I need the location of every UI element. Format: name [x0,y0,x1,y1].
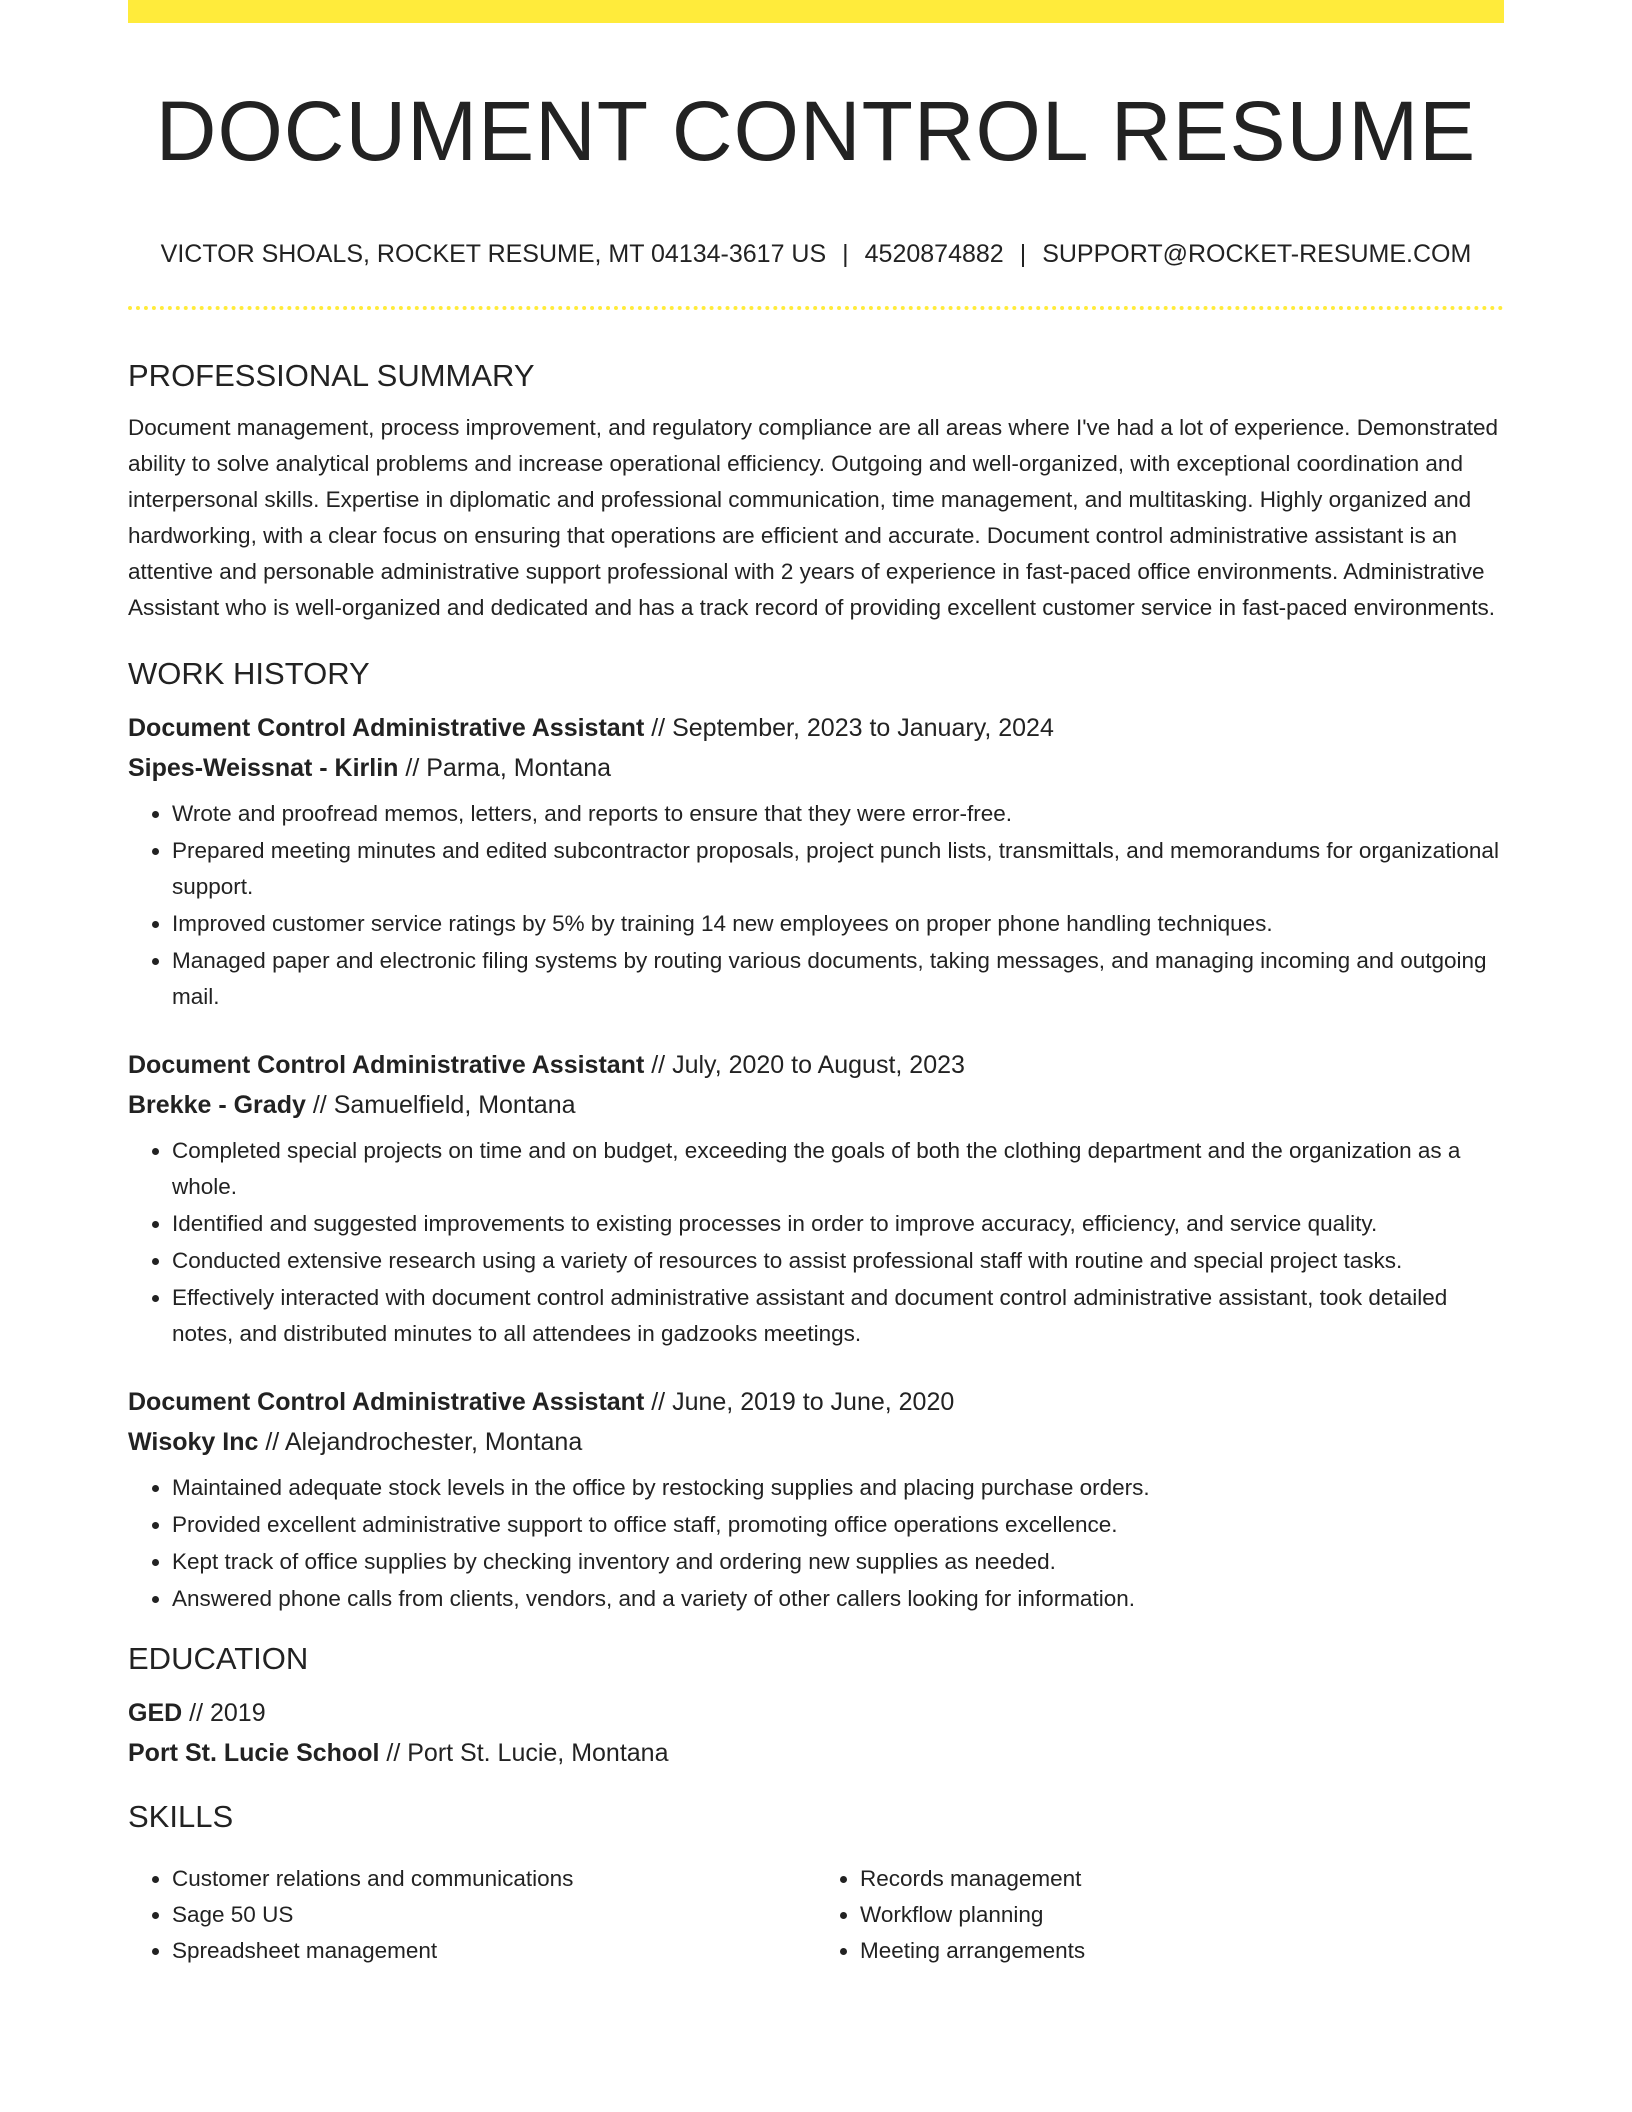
contact-phone: 4520874882 [864,240,1004,268]
job-separator: // [405,754,420,782]
job-bullets [128,1470,1504,1617]
list-item: • Wrote and proofread memos, letters, and reports to ensure that they were error-free. [172,796,1504,832]
education-heading: EDUCATION [128,1641,309,1676]
job-dates: September, 2023 to January, 2024 [672,714,1054,742]
job-bullets [128,796,1504,1015]
job-separator: // [651,714,666,742]
education-location: Port St. Lucie, Montana [407,1739,669,1767]
job-company: Sipes-Weissnat - Kirlin [128,754,399,782]
list-item: • Identified and suggested improvements to existing processes in order to improve accuracy, efficiency, and service quality. [172,1206,1504,1242]
work-history-section [128,650,1504,1617]
list-item: • Sage 50 US [172,1897,816,1933]
education-degree: GED [128,1699,183,1727]
list-item: • Kept track of office supplies by checking inventory and ordering new supplies as needed. [172,1544,1504,1580]
education-degree-line [128,1693,1504,1733]
contact-line [128,234,1504,274]
education-entry [128,1693,1504,1773]
list-item: • Maintained adequate stock levels in the office by restocking supplies and placing purchase orders. [172,1470,1504,1506]
list-item: • Records management [860,1861,1504,1897]
summary-section [128,352,1504,626]
list-item: • Improved customer service ratings by 5% by training 14 new employees on proper phone handling techniques. [172,906,1504,942]
education-school-line [128,1733,1504,1773]
job-bullets [128,1133,1504,1352]
list-item: • Workflow planning [860,1897,1504,1933]
education-separator: // [386,1739,401,1767]
education-separator: // [189,1699,204,1727]
resume-content [128,352,1504,1969]
job-separator: // [651,1388,666,1416]
job-dates: July, 2020 to August, 2023 [672,1051,965,1079]
job-role: Document Control Administrative Assistant [128,714,645,742]
top-accent-bar [128,0,1504,23]
job-separator: // [651,1051,666,1079]
job-title-line [128,708,1504,748]
job-title-line [128,1382,1504,1422]
skills-columns [128,1851,1504,1969]
contact-address: VICTOR SHOALS, ROCKET RESUME, MT 04134-3617 US [160,240,827,268]
list-item: • Spreadsheet management [172,1933,816,1969]
job-location: Samuelfield, Montana [333,1091,576,1119]
job-separator: // [265,1428,280,1456]
list-item: • Provided excellent administrative support to office staff, promoting office operations excellence. [172,1507,1504,1543]
education-year: 2019 [210,1699,266,1727]
work-history-heading: WORK HISTORY [128,656,370,691]
list-item: • Conducted extensive research using a variety of resources to assist professional staff with routine and special project tasks. [172,1243,1504,1279]
job-location: Alejandrochester, Montana [284,1428,583,1456]
contact-separator: | [842,240,849,268]
job-company-line [128,1085,1504,1125]
list-item: • Customer relations and communications [172,1861,816,1897]
list-item: • Answered phone calls from clients, vendors, and a variety of other callers looking for information. [172,1581,1504,1617]
list-item: • Meeting arrangements [860,1933,1504,1969]
job-title-line [128,1045,1504,1085]
job-separator: // [312,1091,327,1119]
job-role: Document Control Administrative Assistant [128,1051,645,1079]
list-item: • Effectively interacted with document control administrative assistant and document control administrative assistant, took detailed notes, and distributed minutes to all attendees in gadzooks meetings. [172,1280,1504,1352]
job-role: Document Control Administrative Assistant [128,1388,645,1416]
job-company-line [128,1422,1504,1462]
skills-right-list [816,1861,1504,1969]
job-entry [128,1045,1504,1352]
dotted-divider [128,306,1504,310]
contact-email: SUPPORT@ROCKET-RESUME.COM [1042,240,1472,268]
summary-heading: PROFESSIONAL SUMMARY [128,358,535,393]
job-company: Brekke - Grady [128,1091,306,1119]
list-item: • Prepared meeting minutes and edited subcontractor proposals, project punch lists, transmittals, and memorandums for organizational support. [172,833,1504,905]
resume-title: DOCUMENT CONTROL RESUME [155,84,1477,178]
job-entry [128,708,1504,1015]
job-company-line [128,748,1504,788]
list-item: • Completed special projects on time and on budget, exceeding the goals of both the clothing department and the organization as a whole. [172,1133,1504,1205]
skills-heading: SKILLS [128,1799,234,1834]
list-item: • Managed paper and electronic filing systems by routing various documents, taking messages, and managing incoming and outgoing mail. [172,943,1504,1015]
contact-separator: | [1019,240,1027,268]
job-location: Parma, Montana [426,754,612,782]
education-school: Port St. Lucie School [128,1739,380,1767]
job-dates: June, 2019 to June, 2020 [672,1388,955,1416]
summary-text: Document management, process improvement, and regulatory compliance are all areas where I've had a lot of experience. Demonstrated ability to solve analytical problems and increase operational efficiency. Outgoing and well-organized, with exceptional coordination and interpersonal skills. Expertise in diplomatic and professional communication, time management, and multitasking. Highly organized and hardworking, with a clear focus on ensuring that operations are efficient and accurate. Document control administrative assistant is an attentive and personable administrative support professional with 2 years of experience in fast-paced office environments. Administrative Assistant who is well-organized and dedicated and has a track record of providing excellent customer service in fast-paced environments. [128,415,1499,620]
skills-section [128,1793,1504,1969]
job-company: Wisoky Inc [128,1428,259,1456]
skills-left-list [128,1861,816,1969]
job-entry [128,1382,1504,1617]
education-section [128,1635,1504,1773]
